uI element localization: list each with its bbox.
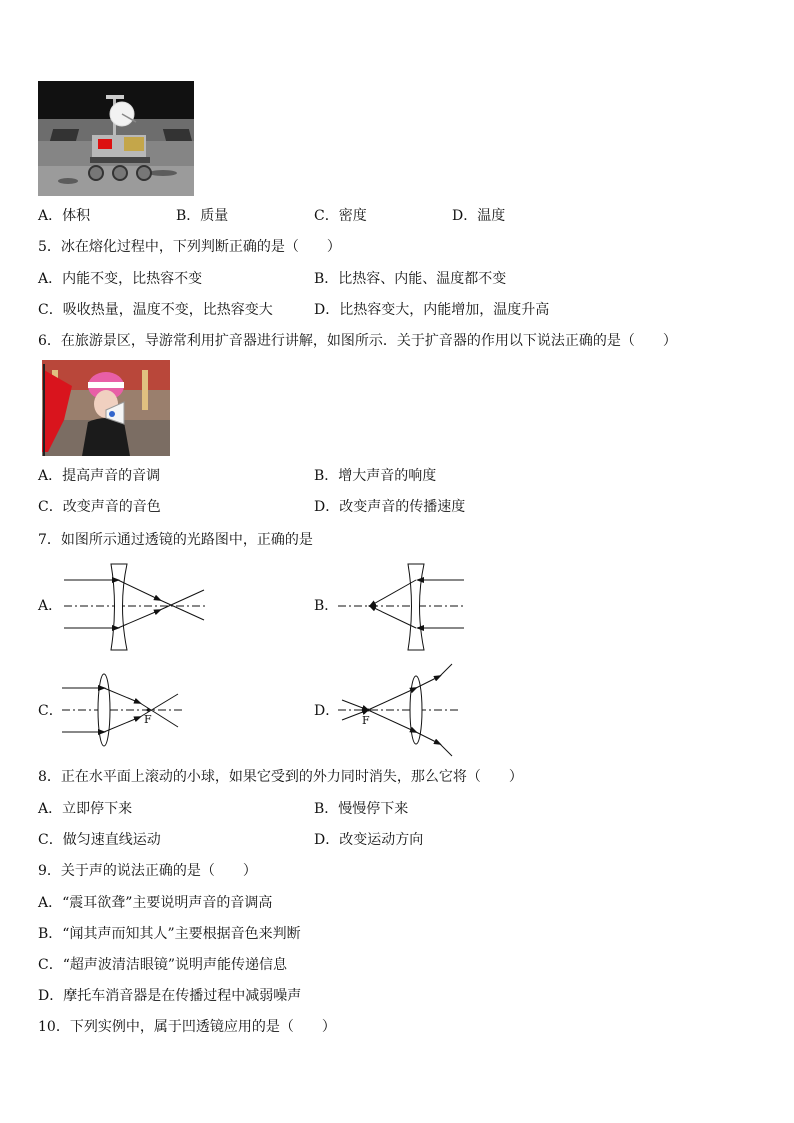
q4-option-d: D．温度 xyxy=(452,208,506,224)
q6-option-a: A．提高声音的音调 xyxy=(38,468,161,484)
q9-stem: 9．关于声的说法正确的是（ ） xyxy=(38,863,257,879)
q8-option-a: A．立即停下来 xyxy=(38,801,133,817)
q4-option-a: A．体积 xyxy=(38,208,91,224)
q7-diagram-a xyxy=(60,562,210,654)
q9-option-d: D．摩托车消音器是在传播过程中减弱噪声 xyxy=(38,988,302,1004)
q7-label-b: B． xyxy=(314,598,339,614)
q7-stem: 7．如图所示通过透镜的光路图中，正确的是 xyxy=(38,532,313,548)
q7-label-d: D． xyxy=(314,703,340,719)
q8-option-c: C．做匀速直线运动 xyxy=(38,832,161,848)
q7-diagram-c xyxy=(60,672,184,754)
q8-option-b: B．慢慢停下来 xyxy=(314,801,409,817)
q6-option-b: B．增大声音的响度 xyxy=(314,468,437,484)
q6-option-d: D．改变声音的传播速度 xyxy=(314,499,466,515)
q5-option-a: A．内能不变，比热容不变 xyxy=(38,271,203,287)
q5-option-c: C．吸收热量，温度不变，比热容变大 xyxy=(38,302,273,318)
q6-stem: 6．在旅游景区，导游常利用扩音器进行讲解，如图所示．关于扩音器的作用以下说法正确的是（ ） xyxy=(38,333,677,349)
q7-diagram-d xyxy=(336,660,460,760)
q10-stem: 10．下列实例中，属于凹透镜应用的是（ ） xyxy=(38,1019,336,1035)
q7-label-a: A． xyxy=(38,598,63,614)
q8-option-d: D．改变运动方向 xyxy=(314,832,424,848)
q7-diagram-b xyxy=(336,562,468,654)
q7-focus-label-d: F xyxy=(362,714,370,727)
q7-label-c: C． xyxy=(38,703,63,719)
q8-stem: 8．正在水平面上滚动的小球，如果它受到的外力同时消失，那么它将（ ） xyxy=(38,769,523,785)
q6-option-c: C．改变声音的音色 xyxy=(38,499,161,515)
q5-stem: 5．冰在熔化过程中，下列判断正确的是（ ） xyxy=(38,239,341,255)
q9-option-b: B．“闻其声而知其人”主要根据音色来判断 xyxy=(38,926,301,942)
q4-option-c: C．密度 xyxy=(314,208,367,224)
q5-option-d: D．比热容变大，内能增加，温度升高 xyxy=(314,302,550,318)
q4-option-b: B．质量 xyxy=(176,208,229,224)
lunar-rover-image xyxy=(38,81,194,196)
tour-guide-megaphone-image xyxy=(42,360,170,456)
q7-focus-label-c: F xyxy=(144,713,152,726)
q5-option-b: B．比热容、内能、温度都不变 xyxy=(314,271,507,287)
q9-option-a: A．“震耳欲聋”主要说明声音的音调高 xyxy=(38,895,273,911)
q9-option-c: C．“超声波清洁眼镜”说明声能传递信息 xyxy=(38,957,288,973)
